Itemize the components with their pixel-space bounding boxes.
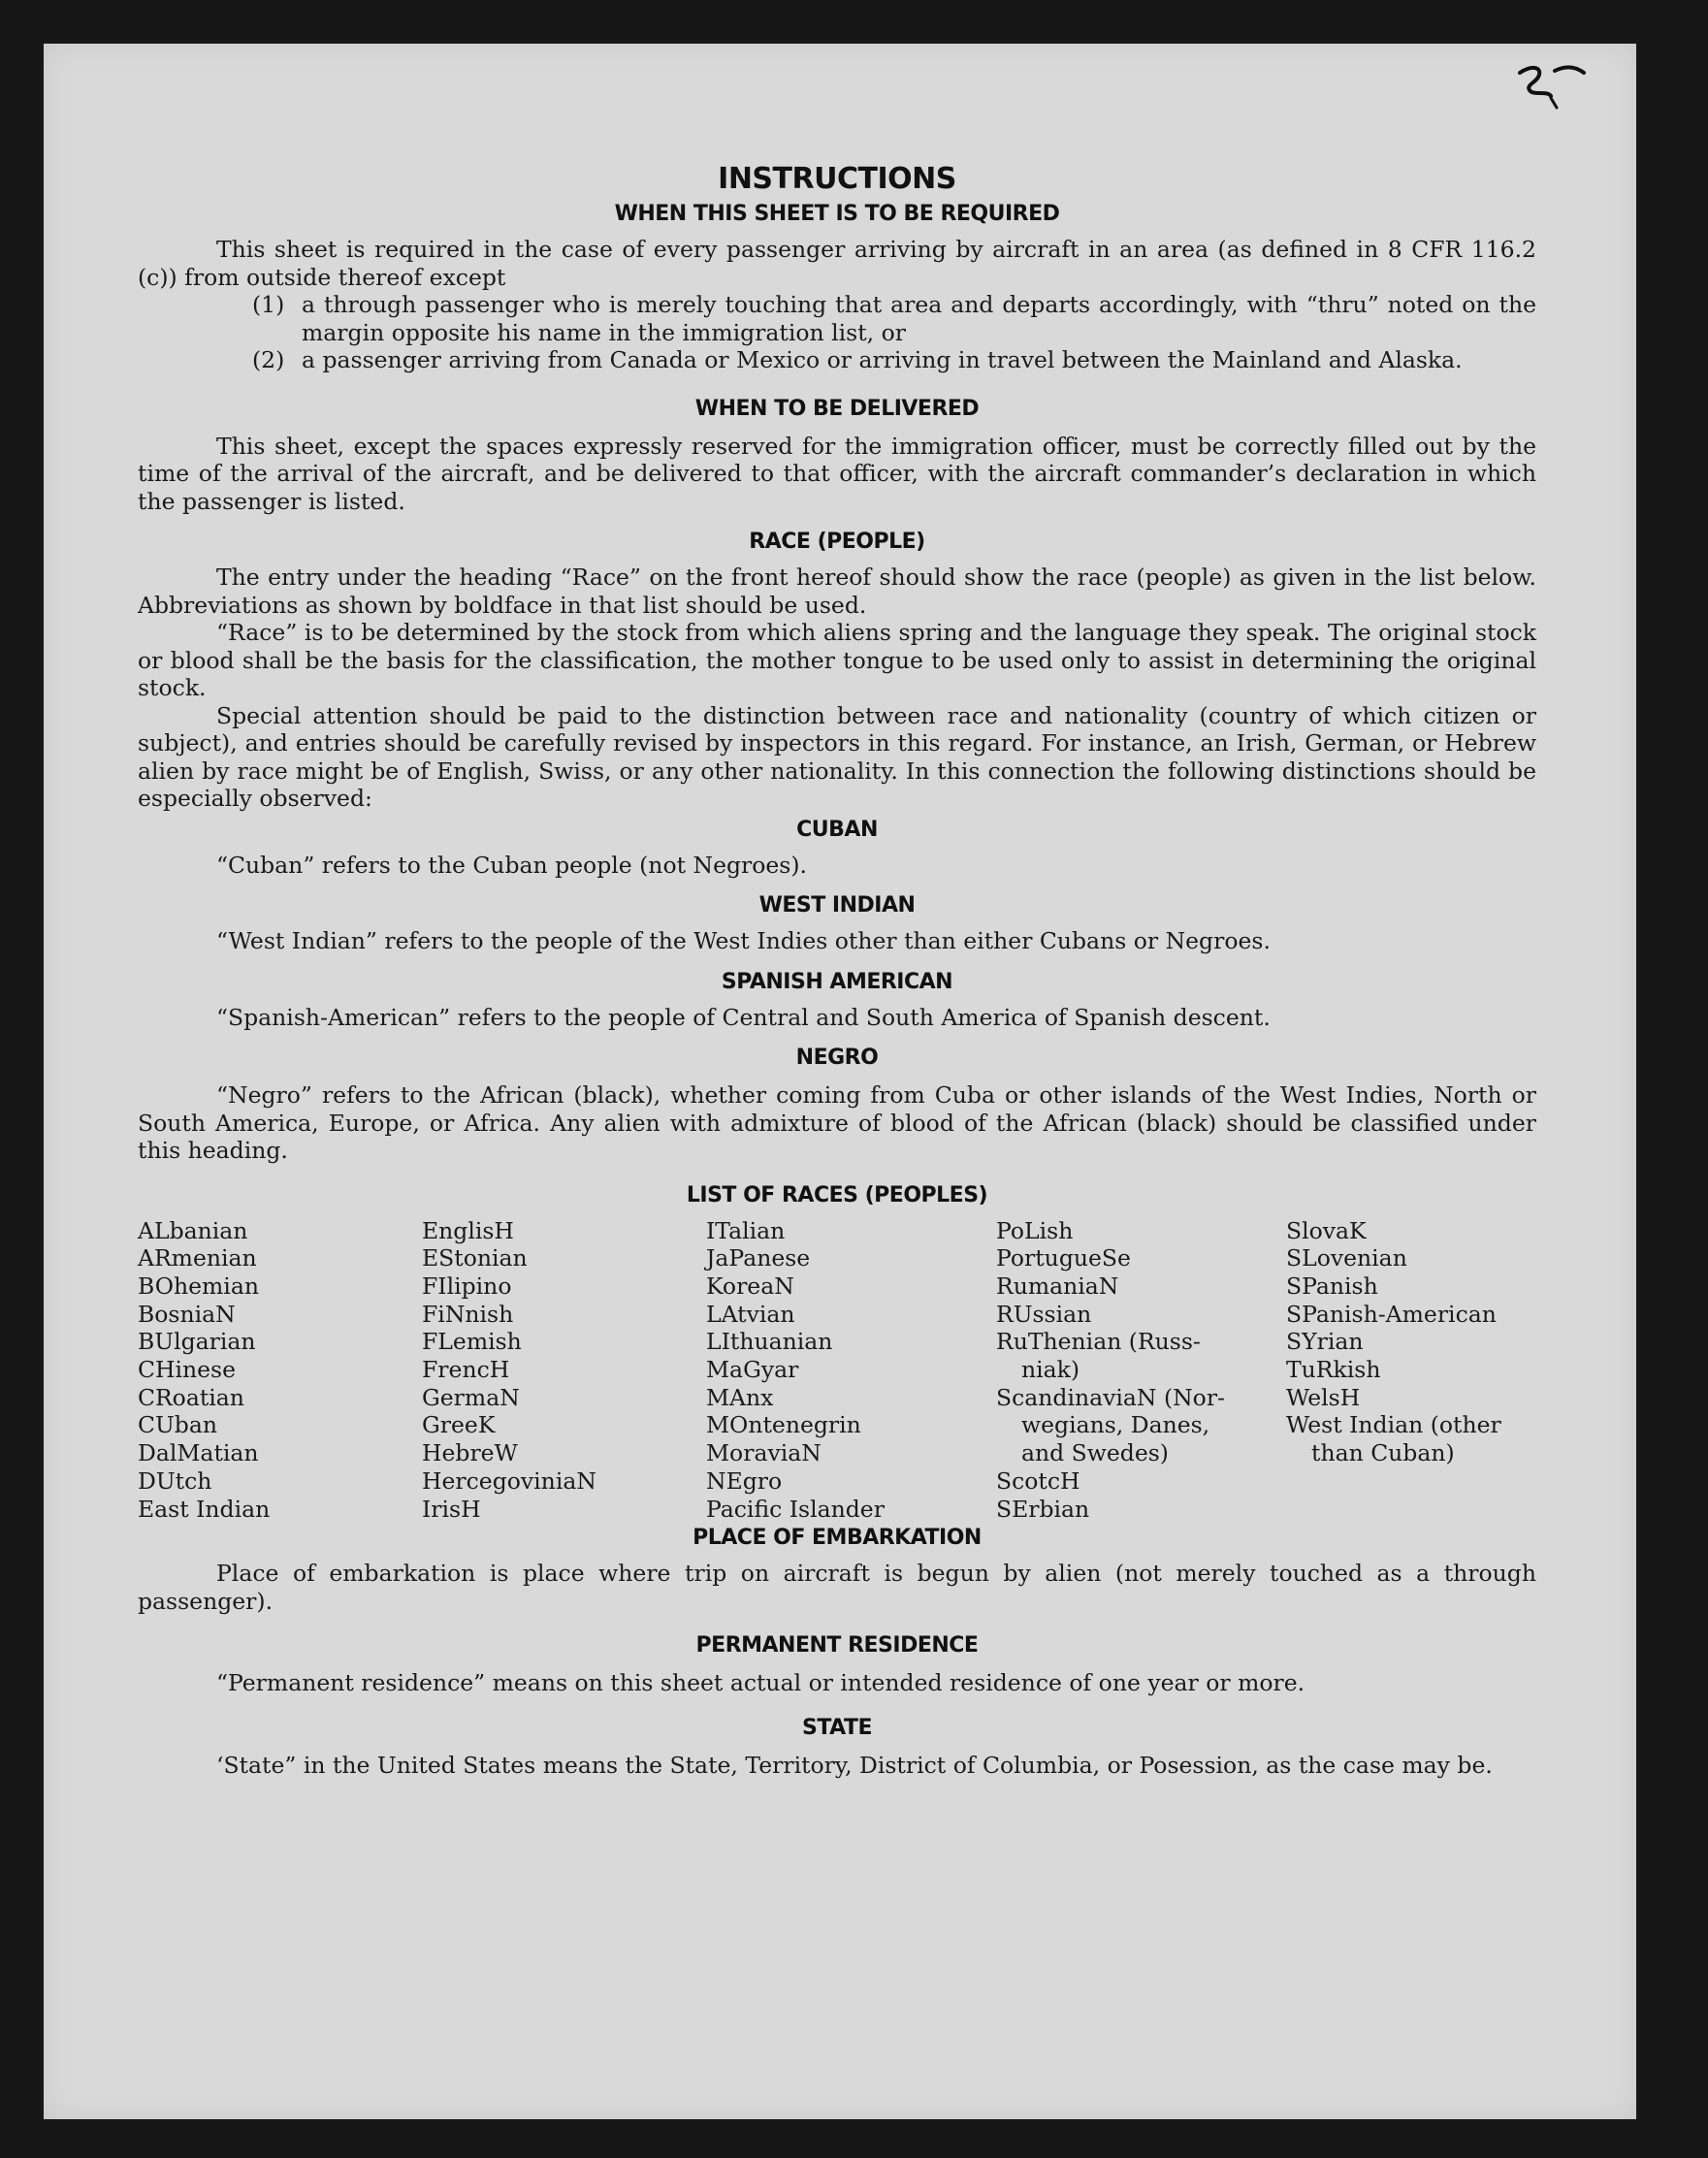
paragraph-embarkation: Place of embarkation is place where trip on aircraft is begun by alien (not merely touched as a through passenger). bbox=[138, 1560, 1536, 1615]
race-item: BOhemian bbox=[138, 1272, 259, 1300]
item-text: a passenger arriving from Canada or Mexico or arriving in travel between the Mainland and Alaska. bbox=[302, 346, 1463, 373]
races-column bbox=[706, 1217, 996, 1524]
race-item: WelsH bbox=[1286, 1383, 1361, 1411]
race-item: PoLish bbox=[996, 1216, 1074, 1244]
race-item: niak) bbox=[1021, 1356, 1080, 1384]
race-item: SLovenian bbox=[1286, 1244, 1407, 1272]
paragraph-when-delivered: This sheet, except the spaces expressly reserved for the immigration officer, must be correctly filled out by the time of the arrival of the aircraft, and be delivered to that officer, with the aircraft commander’s declaration in which the passenger is listed. bbox=[138, 432, 1536, 515]
heading-west-indian: WEST INDIAN bbox=[758, 893, 916, 918]
races-column bbox=[422, 1217, 706, 1524]
race-item: SlovaK bbox=[1286, 1216, 1367, 1244]
races-column bbox=[138, 1217, 422, 1524]
paragraph-when-required: This sheet is required in the case of every passenger arriving by aircraft in an area (as defined in 8 CFR 116.2 (c)) from outside thereof except bbox=[138, 236, 1536, 291]
race-item: CUban bbox=[138, 1411, 217, 1439]
heading-cuban: CUBAN bbox=[796, 817, 878, 842]
race-item: DalMatian bbox=[138, 1439, 259, 1467]
instructions-body bbox=[138, 160, 1536, 1779]
race-item: FiNnish bbox=[422, 1300, 514, 1328]
race-item: MaGyar bbox=[706, 1356, 799, 1384]
paragraph-race-1: The entry under the heading “Race” on the front hereof should show the race (people) as given in the list below. Abbreviations as shown by boldface in that list should be used. bbox=[138, 564, 1536, 619]
page-title: INSTRUCTIONS bbox=[718, 162, 956, 196]
race-item: ALbanian bbox=[138, 1216, 248, 1244]
race-item: KoreaN bbox=[706, 1272, 794, 1300]
paragraph-permanent-residence: “Permanent residence” means on this sheet actual or intended residence of one year or more. bbox=[216, 1669, 1305, 1697]
race-item: CRoatian bbox=[138, 1383, 244, 1411]
race-item: ITalian bbox=[706, 1216, 786, 1244]
race-item: East Indian bbox=[138, 1495, 271, 1523]
list-item bbox=[138, 291, 1536, 346]
race-item: SErbian bbox=[996, 1495, 1090, 1523]
race-item: HebreW bbox=[422, 1439, 518, 1467]
race-item: DUtch bbox=[138, 1466, 212, 1495]
heading-race: RACE (PEOPLE) bbox=[749, 530, 925, 554]
race-item: GreeK bbox=[422, 1411, 496, 1439]
race-item: NEgro bbox=[706, 1466, 783, 1495]
race-item: ARmenian bbox=[138, 1244, 257, 1272]
race-item: IrisH bbox=[422, 1495, 481, 1523]
race-item: Pacific Islander bbox=[706, 1495, 885, 1523]
paragraph-state: ‘State” in the United States means the State, Territory, District of Columbia, or Posession, as the case may be. bbox=[216, 1751, 1493, 1779]
heading-state: STATE bbox=[802, 1715, 872, 1740]
race-item: RUssian bbox=[996, 1300, 1092, 1328]
race-item: FIlipino bbox=[422, 1272, 512, 1300]
race-item: HercegoviniaN bbox=[422, 1466, 596, 1495]
heading-when-delivered: WHEN TO BE DELIVERED bbox=[694, 396, 980, 421]
race-item: West Indian (other bbox=[1286, 1411, 1501, 1439]
paragraph-spanish-american: “Spanish-American” refers to the people of Central and South America of Spanish descent. bbox=[216, 1003, 1271, 1031]
race-item: CHinese bbox=[138, 1356, 236, 1384]
race-item: TuRkish bbox=[1286, 1356, 1381, 1384]
heading-spanish-american: SPANISH AMERICAN bbox=[721, 969, 953, 994]
heading-negro: NEGRO bbox=[795, 1046, 879, 1070]
race-item: FrencH bbox=[422, 1356, 510, 1384]
race-item: MOntenegrin bbox=[706, 1411, 861, 1439]
races-column bbox=[996, 1217, 1286, 1524]
race-item: BosniaN bbox=[138, 1300, 236, 1328]
race-item: BUlgarian bbox=[138, 1328, 256, 1356]
race-item: wegians, Danes, bbox=[1021, 1411, 1210, 1439]
race-item: ScandinaviaN (Nor- bbox=[996, 1383, 1225, 1411]
paragraph-race-3: Special attention should be paid to the distinction between race and nationality (country of which citizen or subject), and entries should be carefully revised by inspectors in this regard. For instance, an Irish, German, or Hebrew alien by race might be of English, Swiss, or any other nationality. In this connection the following distinctions should be especially observed: bbox=[138, 701, 1536, 812]
heading-permanent-residence: PERMANENT RESIDENCE bbox=[695, 1633, 979, 1659]
paragraph-west-indian: “West Indian” refers to the people of the West Indies other than either Cubans or Negroes. bbox=[216, 927, 1271, 954]
handwritten-mark-icon bbox=[1512, 61, 1590, 114]
item-number: (2) bbox=[252, 346, 285, 373]
paragraph-race-2: “Race” is to be determined by the stock from which aliens spring and the language they speak. The original stock or blood shall be the basis for the classification, the mother tongue to be used only to assist in determining the original stock. bbox=[138, 619, 1536, 701]
race-item: ScotcH bbox=[996, 1466, 1080, 1495]
race-item: LIthuanian bbox=[706, 1328, 833, 1356]
race-item: and Swedes) bbox=[1021, 1439, 1169, 1467]
item-number: (1) bbox=[252, 291, 285, 318]
races-list bbox=[138, 1217, 1536, 1524]
race-item: RumaniaN bbox=[996, 1272, 1119, 1300]
heading-list-of-races: LIST OF RACES (PEOPLES) bbox=[686, 1182, 988, 1208]
race-item: than Cuban) bbox=[1311, 1439, 1455, 1467]
race-item: FLemish bbox=[422, 1328, 522, 1356]
race-item: SPanish bbox=[1286, 1272, 1378, 1300]
race-item: SPanish-American bbox=[1286, 1300, 1497, 1328]
list-item bbox=[138, 346, 1536, 374]
race-item: EStonian bbox=[422, 1244, 528, 1272]
races-column bbox=[1286, 1217, 1536, 1524]
paragraph-negro: “Negro” refers to the African (black), whether coming from Cuba or other islands of the West Indies, North or South America, Europe, or Africa. Any alien with admixture of blood of the African (black) should be classified under this heading. bbox=[138, 1081, 1536, 1164]
race-item: MoraviaN bbox=[706, 1439, 822, 1467]
document-page bbox=[44, 44, 1636, 2119]
paragraph-cuban: “Cuban” refers to the Cuban people (not Negroes). bbox=[216, 851, 808, 879]
race-item: EnglisH bbox=[422, 1216, 514, 1244]
race-item: PortugueSe bbox=[996, 1244, 1131, 1272]
race-item: JaPanese bbox=[706, 1244, 811, 1272]
heading-when-required: WHEN THIS SHEET IS TO BE REQUIRED bbox=[614, 202, 1060, 226]
race-item: RuThenian (Russ- bbox=[996, 1328, 1201, 1356]
heading-embarkation: PLACE OF EMBARKATION bbox=[693, 1526, 982, 1551]
item-text: a through passenger who is merely touching that area and departs accordingly, with “thru” noted on the margin opposite his name in the immigration list, or bbox=[302, 291, 1536, 346]
race-item: MAnx bbox=[706, 1383, 774, 1411]
race-item: LAtvian bbox=[706, 1300, 795, 1328]
race-item: GermaN bbox=[422, 1383, 520, 1411]
race-item: SYrian bbox=[1286, 1328, 1364, 1356]
